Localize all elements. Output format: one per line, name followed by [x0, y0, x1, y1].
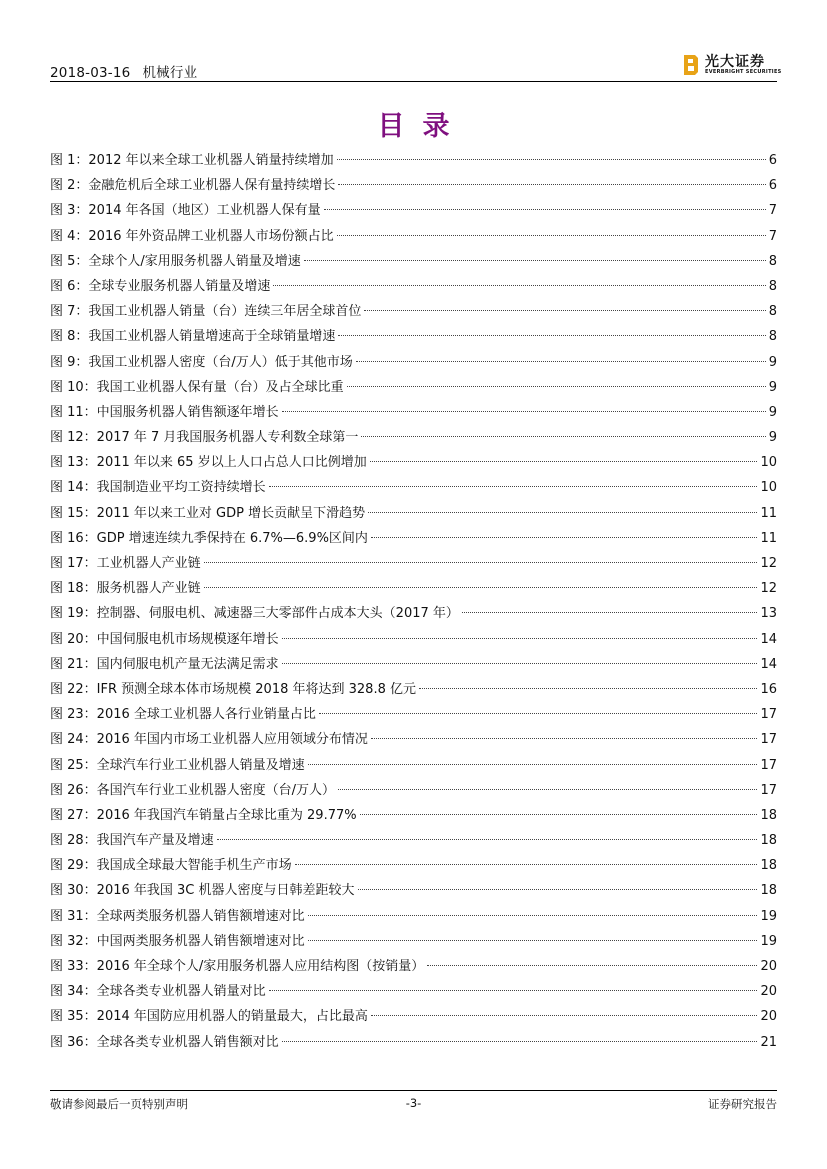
toc-entry-label: 图 13：2011 年以来 65 岁以上人口占总人口比例增加: [50, 455, 367, 471]
toc-entry[interactable]: [50, 904, 777, 929]
toc-entry-label: 图 28：我国汽车产量及增速: [50, 833, 214, 849]
toc-entry-label: 图 18：服务机器人产业链: [50, 581, 201, 597]
toc-entry-label: 图 22：IFR 预测全球本体市场规模 2018 年将达到 328.8 亿元: [50, 681, 416, 697]
toc-entry[interactable]: [50, 727, 777, 752]
toc-entry-page: 14: [760, 656, 777, 672]
toc-entry-page: 7: [768, 228, 777, 244]
toc-entry[interactable]: [50, 526, 777, 551]
toc-entry[interactable]: [50, 677, 777, 702]
toc-entry-page: 6: [768, 178, 777, 194]
toc-entry-label: 图 2：金融危机后全球工业机器人保有量持续增长: [50, 178, 336, 194]
toc-entry[interactable]: [50, 173, 777, 198]
toc-entry[interactable]: [50, 274, 777, 299]
toc-dot-leader: [308, 764, 758, 765]
toc-entry[interactable]: [50, 753, 777, 778]
toc-entry-label: 图 5：全球个人/家用服务机器人销量及增速: [50, 253, 301, 269]
toc-entry-label: 图 33：2016 年全球个人/家用服务机器人应用结构图（按销量）: [50, 959, 425, 974]
toc-entry[interactable]: [50, 954, 777, 979]
toc-dot-leader: [308, 940, 758, 941]
toc-entry-page: 8: [768, 253, 777, 269]
toc-entry-page: 17: [760, 707, 777, 723]
toc-entry-page: 21: [760, 1034, 777, 1050]
logo-english-name: EVERBRIGHT SECURITIES: [705, 69, 782, 75]
toc-dot-leader: [273, 285, 765, 286]
toc-dot-leader: [427, 965, 757, 966]
toc-entry[interactable]: [50, 601, 777, 626]
toc-entry-page: 8: [768, 329, 777, 345]
toc-entry[interactable]: [50, 400, 777, 425]
toc-entry[interactable]: [50, 425, 777, 450]
toc-entry-page: 12: [760, 581, 777, 597]
toc-entry-label: 图 9：我国工业机器人密度（台/万人）低于其他市场: [50, 354, 353, 370]
toc-entry-label: 图 6：全球专业服务机器人销量及增速: [50, 278, 271, 294]
toc-entry-page: 13: [760, 606, 777, 622]
toc-dot-leader: [269, 990, 758, 991]
toc-entry-label: 图 20：中国伺服电机市场规模逐年增长: [50, 631, 279, 647]
toc-dot-leader: [364, 310, 765, 311]
toc-dot-leader: [337, 159, 766, 160]
footer-disclaimer: 敬请参阅最后一页特别声明: [50, 1097, 188, 1111]
toc-entry-page: 9: [768, 404, 777, 420]
toc-entry-label: 图 32：中国两类服务机器人销售额增速对比: [50, 933, 305, 949]
toc-entry-page: 12: [760, 556, 777, 571]
toc-entry-label: 图 24：2016 年国内市场工业机器人应用领域分布情况: [50, 732, 368, 748]
toc-entry-label: 图 30：2016 年我国 3C 机器人密度与日韩差距较大: [50, 883, 355, 899]
toc-entry[interactable]: [50, 249, 777, 274]
toc-entry-page: 8: [768, 304, 777, 320]
toc-entry-label: 图 27：2016 年我国汽车销量占全球比重为 29.77%: [50, 807, 357, 823]
toc-dot-leader: [204, 562, 758, 563]
toc-entry-page: 18: [760, 807, 777, 823]
toc-dot-leader: [371, 1015, 758, 1016]
toc-entry-label: 图 10：我国工业机器人保有量（台）及占全球比重: [50, 379, 344, 395]
toc-dot-leader: [360, 814, 758, 815]
toc-entry-label: 图 4：2016 年外资品牌工业机器人市场份额占比: [50, 228, 334, 244]
header-industry: 机械行业: [142, 65, 198, 81]
toc-entry-label: 图 8：我国工业机器人销量增速高于全球销量增速: [50, 329, 336, 345]
toc-entry-page: 9: [768, 430, 777, 446]
toc-entry-page: 8: [768, 278, 777, 294]
toc-dot-leader: [269, 486, 758, 487]
toc-entry-label: 图 19：控制器、伺服电机、减速器三大零部件占成本大头（2017 年）: [50, 606, 459, 622]
toc-entry-page: 17: [760, 757, 777, 773]
toc-entry[interactable]: [50, 878, 777, 903]
toc-entry[interactable]: [50, 450, 777, 475]
toc-entry-page: 7: [768, 203, 777, 219]
figure-table-of-contents: [50, 148, 777, 1055]
toc-dot-leader: [324, 209, 766, 210]
toc-entry[interactable]: [50, 1004, 777, 1029]
toc-entry-label: 图 11：中国服务机器人销售额逐年增长: [50, 404, 279, 420]
toc-entry[interactable]: [50, 198, 777, 223]
toc-entry-page: 9: [768, 379, 777, 395]
toc-entry-page: 14: [760, 631, 777, 647]
header-divider: [50, 81, 777, 82]
toc-dot-leader: [282, 1041, 758, 1042]
toc-dot-leader: [358, 889, 758, 890]
toc-entry[interactable]: [50, 702, 777, 727]
toc-entry-label: 图 26：各国汽车行业工业机器人密度（台/万人）: [50, 782, 336, 798]
toc-entry[interactable]: [50, 828, 777, 853]
toc-dot-leader: [338, 335, 765, 336]
toc-entry-label: 图 36：全球各类专业机器人销售额对比: [50, 1034, 279, 1050]
toc-dot-leader: [338, 184, 765, 185]
toc-entry-page: 16: [760, 681, 777, 697]
logo-chinese-name: 光大证券: [705, 54, 765, 70]
toc-dot-leader: [347, 386, 766, 387]
toc-entry-page: 6: [768, 153, 777, 168]
toc-entry-page: 17: [760, 782, 777, 798]
toc-entry-page: 19: [760, 908, 777, 924]
toc-entry[interactable]: [50, 324, 777, 349]
toc-entry-page: 18: [760, 883, 777, 899]
toc-dot-leader: [282, 638, 758, 639]
toc-dot-leader: [356, 361, 766, 362]
company-logo: [683, 52, 782, 78]
toc-entry-label: 图 23：2016 全球工业机器人各行业销量占比: [50, 707, 316, 723]
toc-entry[interactable]: [50, 551, 777, 576]
toc-entry[interactable]: [50, 576, 777, 601]
footer-divider: [50, 1090, 777, 1091]
toc-dot-leader: [370, 461, 758, 462]
toc-dot-leader: [304, 260, 766, 261]
toc-entry[interactable]: [50, 299, 777, 324]
toc-entry[interactable]: [50, 224, 777, 249]
toc-dot-leader: [337, 235, 766, 236]
toc-entry[interactable]: [50, 475, 777, 500]
toc-dot-leader: [368, 512, 757, 513]
header-date: 2018-03-16: [50, 65, 131, 81]
toc-entry-label: 图 16：GDP 增速连续九季保持在 6.7%—6.9%区间内: [50, 530, 368, 546]
page-title: 目录: [377, 111, 468, 142]
page-footer: [50, 1096, 777, 1112]
toc-dot-leader: [371, 537, 758, 538]
toc-entry-page: 10: [760, 455, 777, 471]
toc-entry-label: 图 35：2014 年国防应用机器人的销量最大，占比最高: [50, 1009, 368, 1025]
toc-entry[interactable]: [50, 853, 777, 878]
toc-dot-leader: [295, 864, 758, 865]
toc-entry[interactable]: [50, 778, 777, 803]
toc-entry-label: 图 15：2011 年以来工业对 GDP 增长贡献呈下滑趋势: [50, 505, 366, 521]
page-header: [50, 52, 782, 82]
toc-dot-leader: [338, 789, 757, 790]
toc-entry-label: 图 31：全球两类服务机器人销售额增速对比: [50, 908, 305, 924]
toc-dot-leader: [361, 436, 765, 437]
footer-report-type: 证券研究报告: [708, 1097, 777, 1111]
toc-entry-page: 20: [760, 1009, 777, 1025]
toc-entry[interactable]: [50, 1030, 777, 1055]
toc-dot-leader: [282, 663, 758, 664]
toc-entry-page: 11: [760, 505, 777, 521]
toc-entry-page: 18: [760, 833, 777, 849]
toc-entry[interactable]: [50, 375, 777, 400]
toc-entry-label: 图 34：全球各类专业机器人销量对比: [50, 984, 266, 1000]
toc-dot-leader: [217, 839, 758, 840]
toc-entry[interactable]: [50, 627, 777, 652]
page-number: -3-: [405, 1096, 422, 1110]
toc-dot-leader: [319, 713, 758, 714]
toc-entry-label: 图 3：2014 年各国（地区）工业机器人保有量: [50, 203, 321, 219]
toc-entry[interactable]: [50, 501, 777, 526]
toc-dot-leader: [462, 612, 758, 613]
toc-entry-page: 17: [760, 732, 777, 748]
logo-mark-icon: [683, 54, 699, 76]
toc-entry-label: 图 7：我国工业机器人销量（台）连续三年居全球首位: [50, 304, 362, 320]
toc-entry[interactable]: [50, 148, 777, 173]
toc-dot-leader: [308, 915, 758, 916]
toc-entry[interactable]: [50, 652, 777, 677]
toc-entry-page: 20: [760, 984, 777, 1000]
toc-dot-leader: [282, 411, 766, 412]
toc-entry-page: 20: [760, 959, 777, 974]
toc-dot-leader: [204, 587, 758, 588]
toc-entry-page: 18: [760, 858, 777, 874]
toc-entry-label: 图 12：2017 年 7 月我国服务机器人专利数全球第一: [50, 430, 359, 446]
toc-entry-label: 图 29：我国成全球最大智能手机生产市场: [50, 858, 292, 874]
toc-entry-label: 图 17：工业机器人产业链: [50, 556, 201, 571]
toc-entry[interactable]: [50, 929, 777, 954]
toc-entry-page: 19: [760, 933, 777, 949]
toc-entry-label: 图 25：全球汽车行业工业机器人销量及增速: [50, 757, 305, 773]
toc-entry[interactable]: [50, 350, 777, 375]
toc-entry[interactable]: [50, 803, 777, 828]
toc-entry[interactable]: [50, 979, 777, 1004]
toc-entry-page: 10: [760, 480, 777, 496]
toc-dot-leader: [419, 688, 757, 689]
toc-dot-leader: [371, 738, 758, 739]
toc-entry-page: 9: [768, 354, 777, 370]
toc-entry-label: 图 14：我国制造业平均工资持续增长: [50, 480, 266, 496]
toc-entry-label: 图 1：2012 年以来全球工业机器人销量持续增加: [50, 153, 334, 168]
header-meta: [50, 61, 197, 81]
toc-entry-label: 图 21：国内伺服电机产量无法满足需求: [50, 656, 279, 672]
toc-entry-page: 11: [760, 530, 777, 546]
